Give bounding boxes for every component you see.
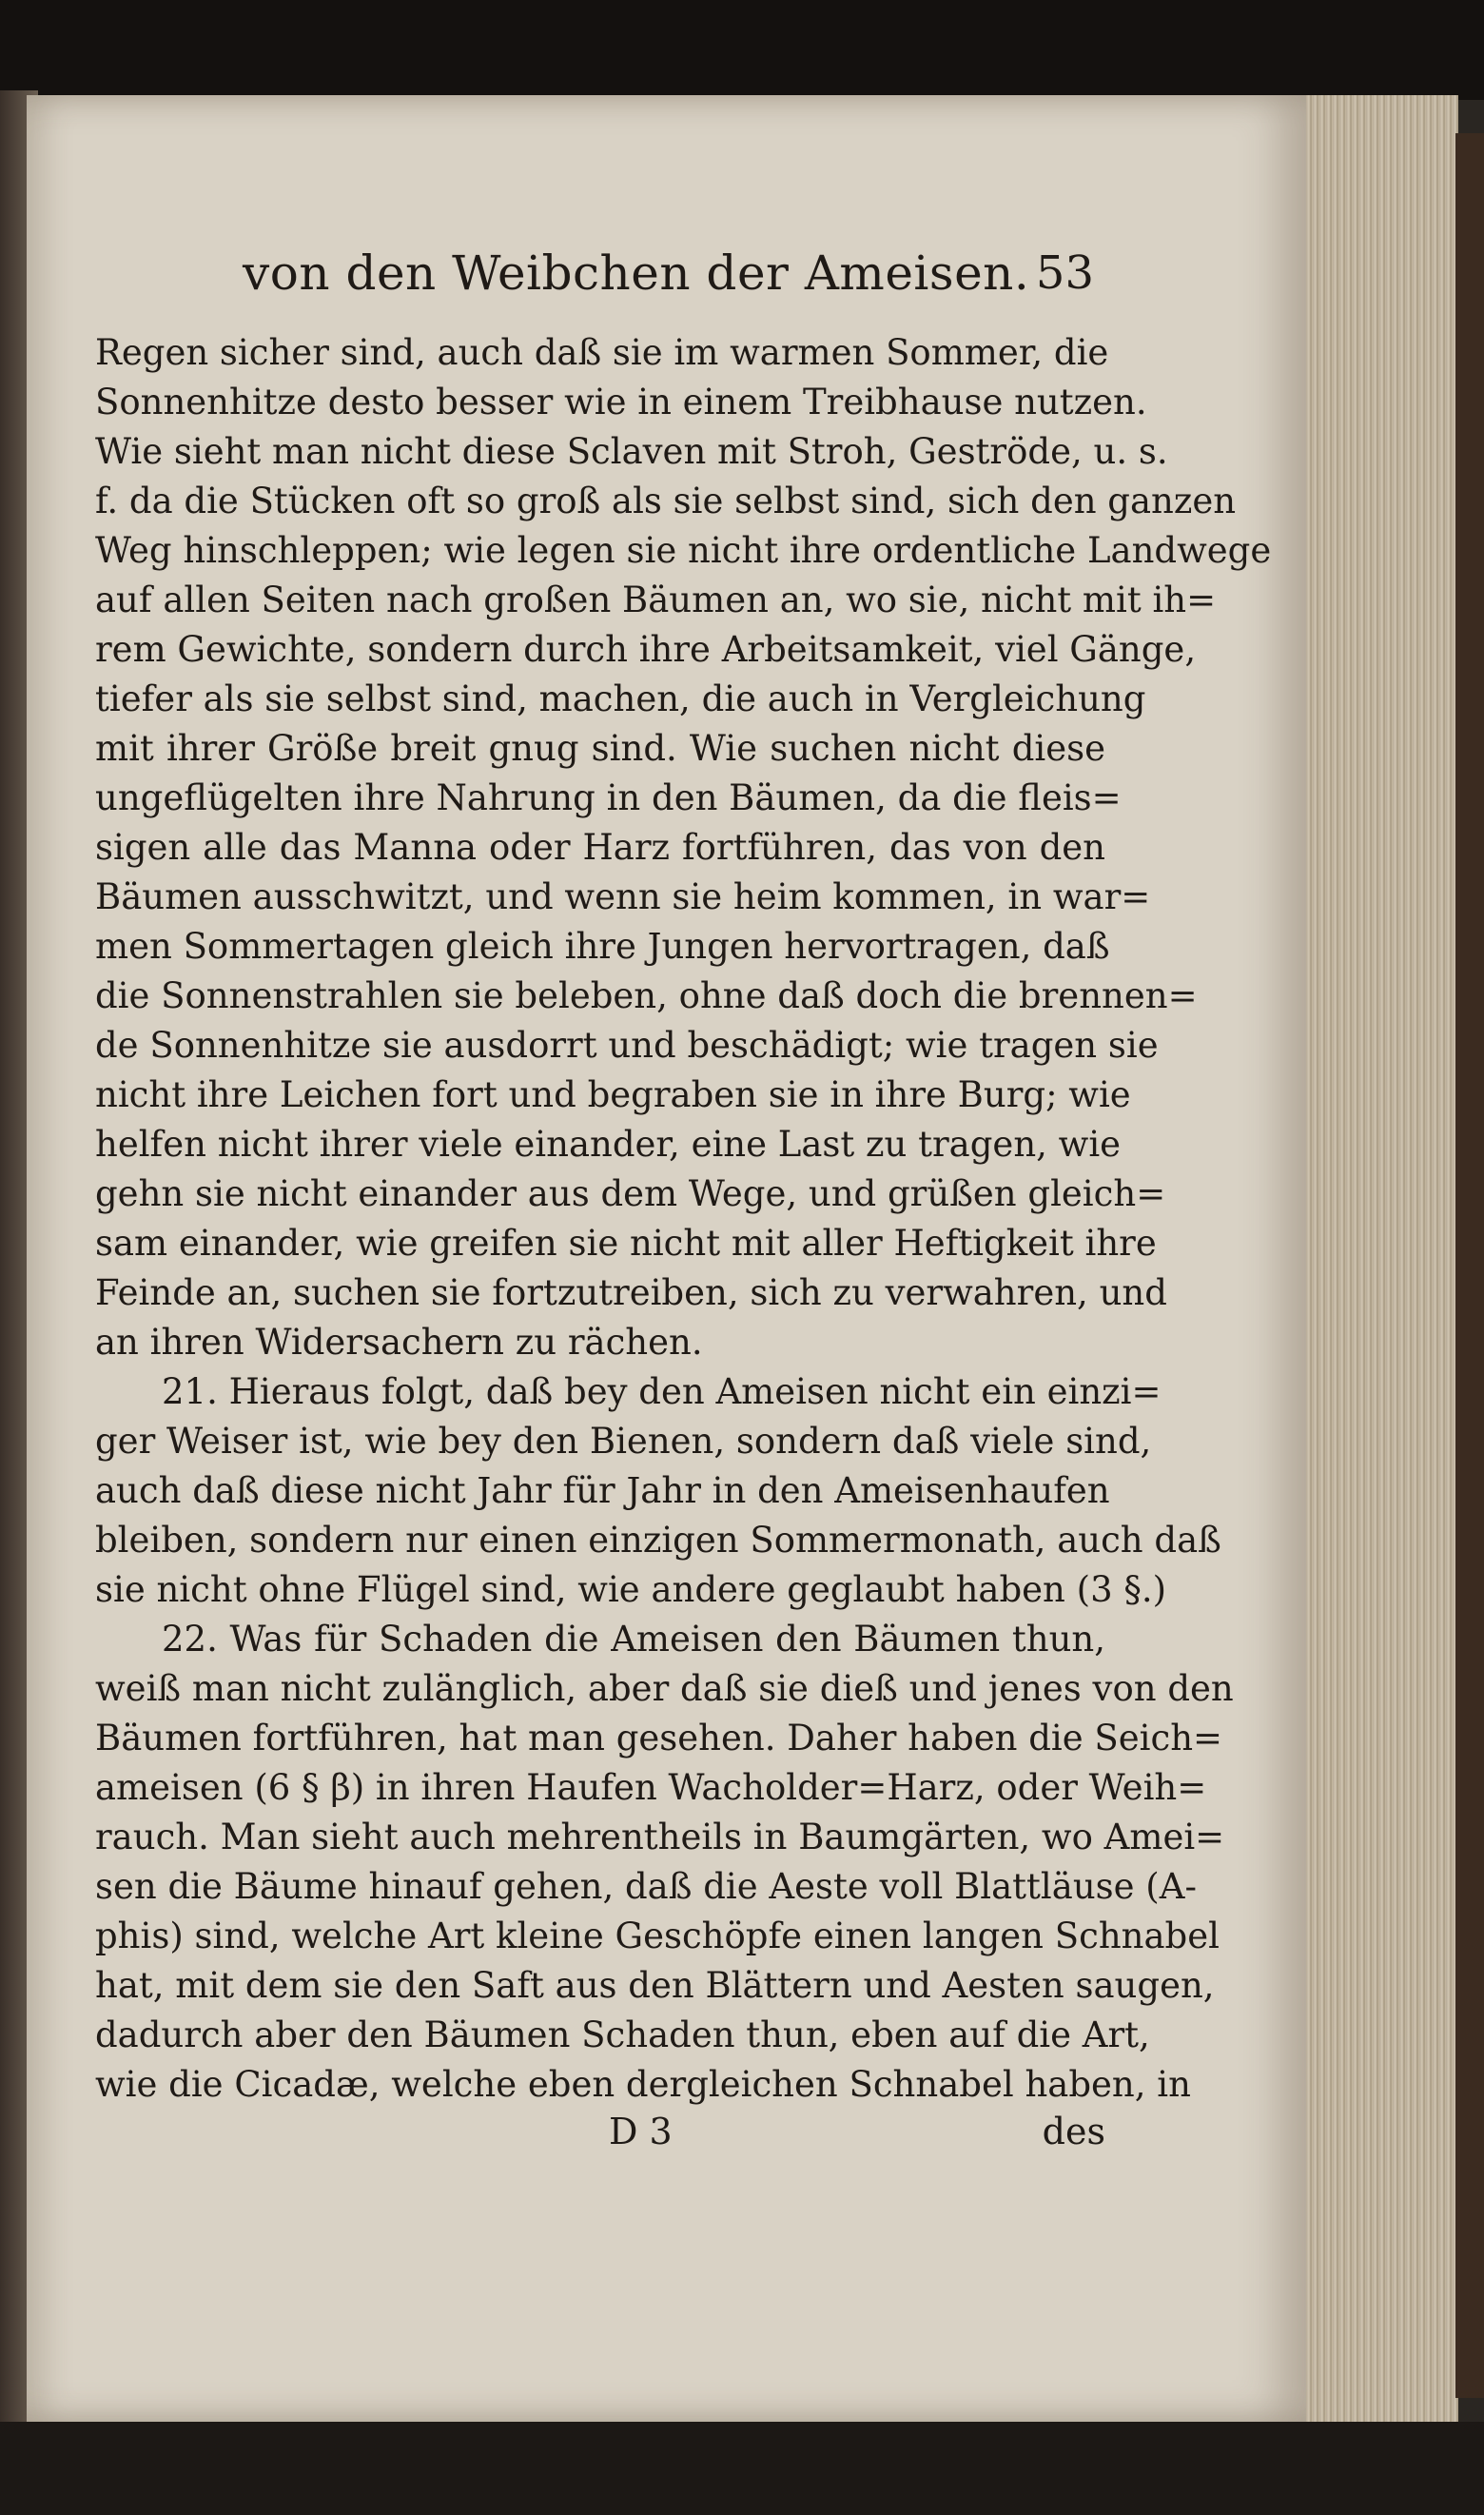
text-line: Bäumen fortführen, hat man gesehen. Daher haben die Seich= xyxy=(95,1718,1223,1759)
text-line: die Sonnenstrahlen sie beleben, ohne daß doch die brennen= xyxy=(95,975,1198,1016)
text-line: auch daß diese nicht Jahr für Jahr in den Ameisenhaufen xyxy=(95,1470,1110,1511)
text-line: wie die Cicadæ, welche eben dergleichen Schnabel haben, in xyxy=(95,2064,1191,2105)
text-line: gehn sie nicht einander aus dem Wege, und grüßen gleich= xyxy=(95,1173,1166,1214)
text-line: Regen sicher sind, auch daß sie im warmen Sommer, die xyxy=(95,332,1109,373)
page-footer xyxy=(95,2103,1105,2160)
text-line: dadurch aber den Bäumen Schaden thun, eben auf die Art, xyxy=(95,2014,1150,2055)
background-bottom xyxy=(0,2422,1484,2515)
paragraph-start-line: 22. Was für Schaden die Ameisen den Bäumen thun, xyxy=(162,1619,1105,1660)
text-line: auf allen Seiten nach großen Bäumen an, wo sie, nicht mit ih= xyxy=(95,580,1217,620)
running-title: von den Weibchen der Ameisen. xyxy=(243,246,1030,301)
text-line: men Sommertagen gleich ihre Jungen hervortragen, daß xyxy=(95,926,1110,967)
text-line: sen die Bäume hinauf gehen, daß die Aeste voll Blattläuse (A- xyxy=(95,1866,1197,1907)
body-text xyxy=(95,328,1272,2110)
text-line: mit ihrer Größe breit gnug sind. Wie suchen nicht diese xyxy=(95,728,1105,769)
text-line: Sonnenhitze desto besser wie in einem Treibhause nutzen. xyxy=(95,382,1147,422)
text-line: Weg hinschleppen; wie legen sie nicht ihre ordentliche Landwege xyxy=(95,530,1272,571)
text-line: sam einander, wie greifen sie nicht mit aller Heftigkeit ihre xyxy=(95,1223,1157,1264)
text-line: Bäumen ausschwitzt, und wenn sie heim kommen, in war= xyxy=(95,876,1151,917)
text-line: tiefer als sie selbst sind, machen, die auch in Vergleichung xyxy=(95,678,1146,719)
text-line: ungeflügelten ihre Nahrung in den Bäumen, da die fleis= xyxy=(95,777,1122,818)
paragraph-start-line: 21. Hieraus folgt, daß bey den Ameisen nicht ein einzi= xyxy=(162,1371,1162,1412)
text-line: nicht ihre Leichen fort und begraben sie in ihre Burg; wie xyxy=(95,1074,1131,1115)
text-line: weiß man nicht zulänglich, aber daß sie dieß und jenes von den xyxy=(95,1668,1234,1709)
text-line: helfen nicht ihrer viele einander, eine Last zu tragen, wie xyxy=(95,1124,1122,1165)
page-number: 53 xyxy=(1035,246,1094,300)
text-line: Wie sieht man nicht diese Sclaven mit Stroh, Geströde, u. s. xyxy=(95,431,1168,472)
text-line: bleiben, sondern nur einen einzigen Sommermonath, auch daß xyxy=(95,1520,1221,1561)
background-top xyxy=(0,0,1484,100)
text-line: f. da die Stücken oft so groß als sie selbst sind, sich den ganzen xyxy=(95,481,1237,521)
book-cover-edge xyxy=(1455,133,1484,2398)
text-line: ger Weiser ist, wie bey den Bienen, sondern daß viele sind, xyxy=(95,1421,1152,1462)
text-line: phis) sind, welche Art kleine Geschöpfe einen langen Schnabel xyxy=(95,1916,1220,1956)
text-line: Feinde an, suchen sie fortzutreiben, sich zu verwahren, und xyxy=(95,1272,1167,1313)
page-edges xyxy=(1306,95,1458,2422)
text-line: ameisen (6 § β) in ihren Haufen Wacholder=Harz, oder Weih= xyxy=(95,1767,1207,1808)
text-line: sie nicht ohne Flügel sind, wie andere geglaubt haben (3 §.) xyxy=(95,1569,1167,1610)
text-line: sigen alle das Manna oder Harz fortführen, das von den xyxy=(95,827,1105,868)
text-line: hat, mit dem sie den Saft aus den Blättern und Aesten saugen, xyxy=(95,1965,1215,2006)
page-header xyxy=(243,240,1094,306)
text-line: de Sonnenhitze sie ausdorrt und beschädigt; wie tragen sie xyxy=(95,1025,1159,1066)
text-line: an ihren Widersachern zu rächen. xyxy=(95,1322,703,1363)
catchword: des xyxy=(1042,2111,1105,2152)
text-line: rem Gewichte, sondern durch ihre Arbeitsamkeit, viel Gänge, xyxy=(95,629,1197,670)
signature-mark: D 3 xyxy=(609,2111,673,2152)
text-line: rauch. Man sieht auch mehrentheils in Baumgärten, wo Amei= xyxy=(95,1817,1225,1857)
